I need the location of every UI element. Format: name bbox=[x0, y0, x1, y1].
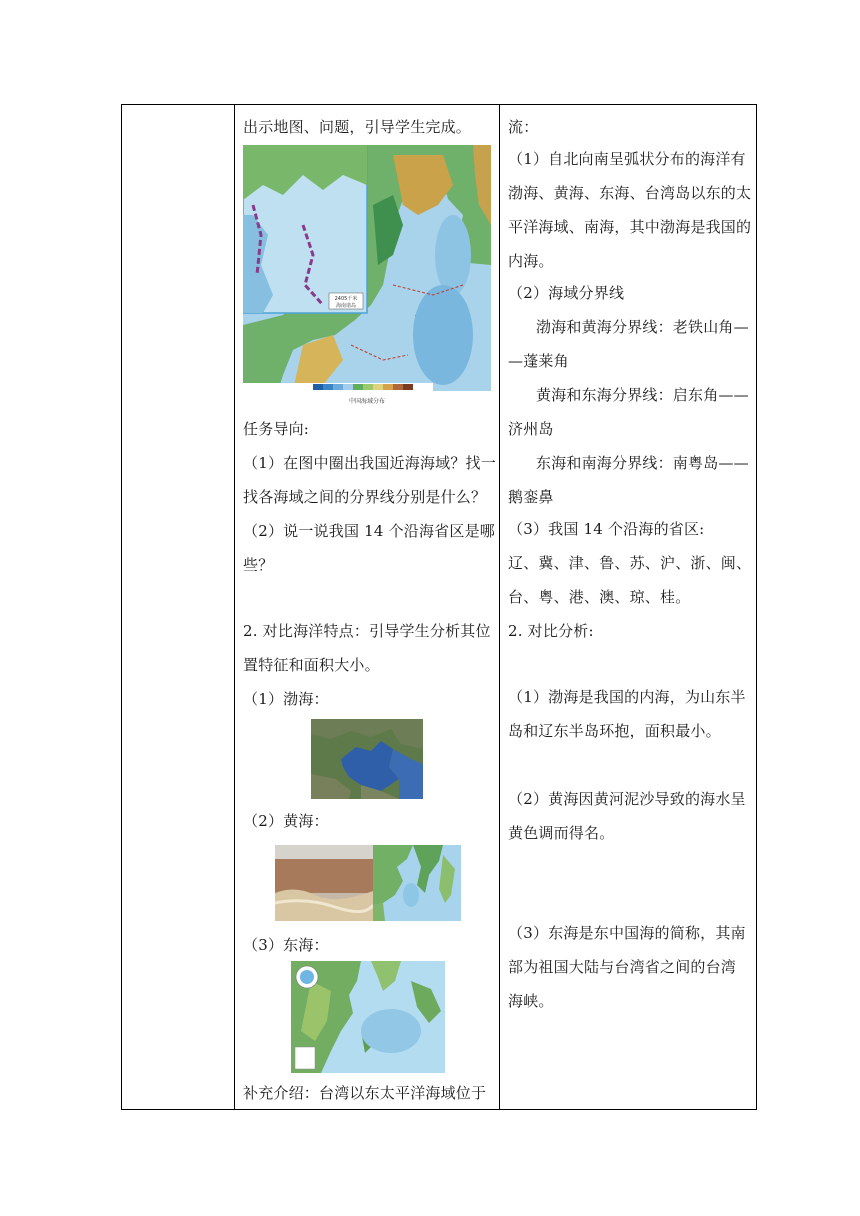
right-line-16: 2. 对比分析: bbox=[508, 622, 594, 640]
question-2-line-2: 些？ bbox=[243, 556, 274, 574]
map-inset-title: 海南诸岛 bbox=[335, 303, 357, 309]
empty-column-cell bbox=[122, 105, 235, 1110]
map-caption: 中国海域分布 bbox=[348, 398, 386, 405]
east-sea-map bbox=[291, 961, 445, 1073]
yellow-sea-map bbox=[373, 845, 461, 921]
right-line-9: 黄海和东海分界线：启东角—— bbox=[536, 386, 749, 404]
question-1-line-2: 找各海域之间的分界线分别是什么？ bbox=[243, 488, 487, 506]
right-line-15: 台、粤、港、澳、琼、桂。 bbox=[508, 588, 691, 606]
lesson-table bbox=[121, 104, 757, 1110]
right-line-7: 渤海和黄海分界线：老铁山角— bbox=[536, 318, 749, 336]
huanghai-label: （2）黄海： bbox=[243, 812, 329, 830]
task-heading: 任务导向: bbox=[243, 420, 310, 438]
right-line-4: 平洋海域、南海，其中渤海是我国的 bbox=[508, 218, 752, 236]
supplement-text: 补充介绍：台湾以东太平洋海域位于 bbox=[243, 1084, 487, 1102]
compare-line-2: 置特征和面积大小。 bbox=[243, 656, 380, 674]
map-scale-label: 2405千米 bbox=[334, 296, 358, 302]
question-2-line-1: （2）说一说我国 14 个沿海省区是哪 bbox=[243, 522, 495, 540]
right-line-23: 海峡。 bbox=[508, 992, 554, 1010]
right-line-14: 辽、冀、津、鲁、苏、沪、浙、闽、 bbox=[508, 554, 752, 572]
right-line-5: 内海。 bbox=[508, 252, 554, 270]
right-line-3: 渤海、黄海、东海、台湾岛以东的太 bbox=[508, 184, 752, 202]
right-line-19: （2）黄海因黄河泥沙导致的海水呈 bbox=[508, 790, 746, 808]
student-activity-cell bbox=[500, 105, 757, 1110]
right-line-22: 部为祖国大陆与台湾省之间的台湾 bbox=[508, 958, 737, 976]
right-line-18: 岛和辽东半岛环抱，面积最小。 bbox=[508, 722, 721, 740]
right-line-8: —蓬莱角 bbox=[508, 352, 569, 370]
right-line-17: （1）渤海是我国的内海，为山东半 bbox=[508, 688, 746, 706]
bohai-satellite-image bbox=[311, 719, 423, 799]
right-line-6: （2）海域分界线 bbox=[508, 284, 625, 302]
right-line-13: （3）我国 14 个沿海的省区: bbox=[508, 520, 705, 538]
intro-text: 出示地图、问题，引导学生完成。 bbox=[243, 118, 472, 136]
teacher-activity-cell bbox=[235, 105, 500, 1110]
china-seas-map bbox=[243, 145, 491, 407]
donghai-label: （3）东海： bbox=[243, 936, 329, 954]
yellow-sea-photo bbox=[275, 845, 373, 921]
compare-line-1: 2. 对比海洋特点：引导学生分析其位 bbox=[243, 622, 491, 640]
right-line-12: 鹅銮鼻 bbox=[508, 488, 554, 506]
right-line-21: （3）东海是东中国海的简称，其南 bbox=[508, 924, 746, 942]
right-line-11: 东海和南海分界线：南粤岛—— bbox=[536, 454, 749, 472]
bohai-label: （1）渤海： bbox=[243, 690, 329, 708]
question-1-line-1: （1）在图中圈出我国近海海域？找一 bbox=[243, 454, 496, 472]
right-line-1: 流： bbox=[508, 118, 539, 136]
right-line-2: （1）自北向南呈弧状分布的海洋有 bbox=[508, 150, 746, 168]
right-line-10: 济州岛 bbox=[508, 420, 554, 438]
right-line-20: 黄色调而得名。 bbox=[508, 824, 615, 842]
